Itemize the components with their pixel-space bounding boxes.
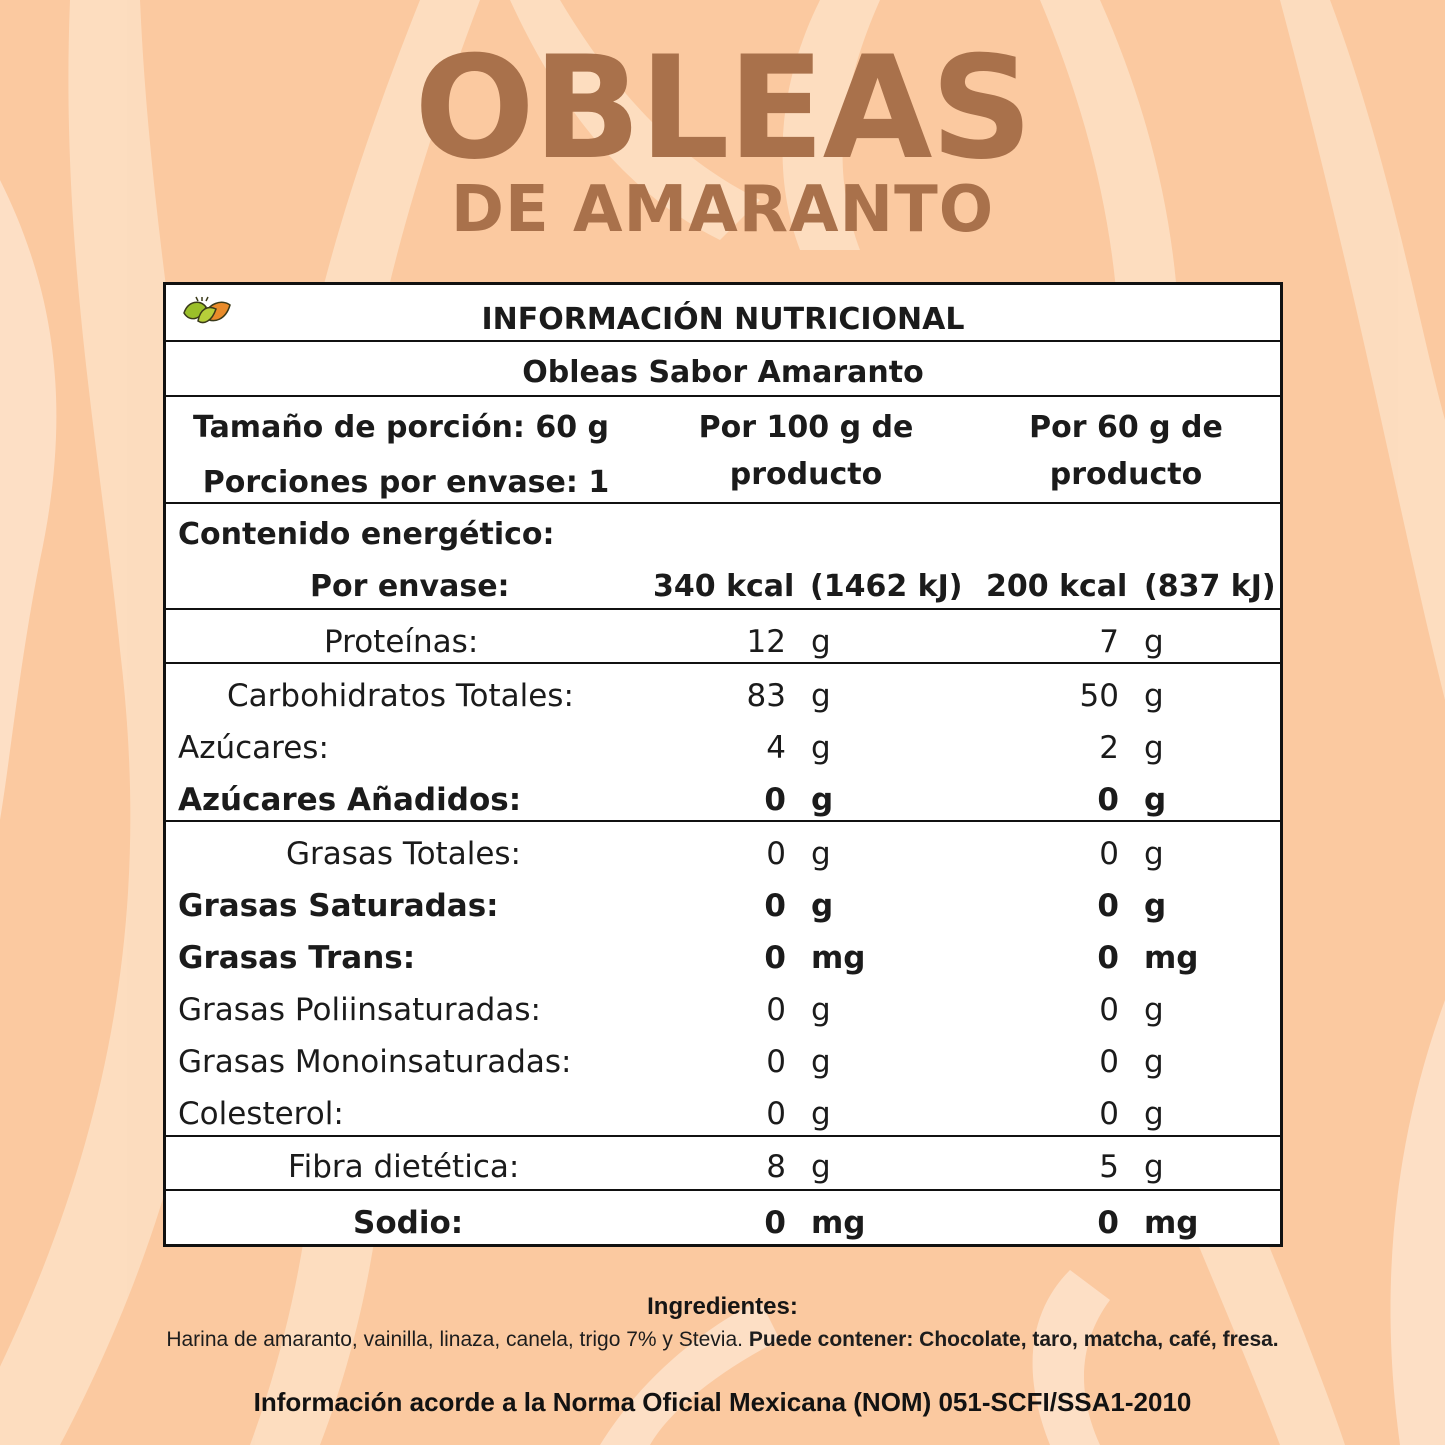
row-unit-60: g xyxy=(1144,1149,1164,1185)
servings-per-container: Porciones por envase: 1 xyxy=(202,465,610,500)
divider xyxy=(166,662,1280,664)
row-label-grasas-monoinsaturadas: Grasas Monoinsaturadas: xyxy=(178,1044,572,1080)
row-value-100: 0 xyxy=(766,1096,786,1132)
row-label-proteinas: Proteínas: xyxy=(324,624,479,660)
table-header: INFORMACIÓN NUTRICIONAL xyxy=(481,302,965,337)
column-header-100g: Por 100 g de xyxy=(698,410,914,445)
divider xyxy=(166,820,1280,822)
row-value-60: 0 xyxy=(1097,1205,1119,1241)
row-value-100: 12 xyxy=(746,624,786,660)
column-header-60g-sub: producto xyxy=(1049,457,1203,492)
row-value-60: 0 xyxy=(1099,836,1119,872)
row-value-100: 0 xyxy=(766,1044,786,1080)
row-label-grasas-poliinsaturadas: Grasas Poliinsaturadas: xyxy=(178,992,541,1028)
energy-label: Contenido energético: xyxy=(178,517,555,552)
row-unit-60: g xyxy=(1144,678,1164,714)
may-contain-note: Puede contener: Chocolate, taro, matcha, café, fresa. xyxy=(748,1328,1279,1351)
row-unit-60: g xyxy=(1144,782,1167,818)
row-value-100: 0 xyxy=(764,888,786,924)
page-subtitle: DE AMARANTO xyxy=(450,173,995,247)
row-unit-100: g xyxy=(811,1149,831,1185)
product-name: Obleas Sabor Amaranto xyxy=(522,355,924,390)
row-unit-100: g xyxy=(811,678,831,714)
row-value-100: 0 xyxy=(764,1205,786,1241)
row-value-100: 4 xyxy=(766,730,786,766)
norm-note: Información acorde a la Norma Oficial Mexicana (NOM) 051-SCFI/SSA1-2010 xyxy=(253,1387,1192,1417)
row-label-colesterol: Colesterol: xyxy=(178,1096,344,1132)
energy-100-kj: (1462 kJ) xyxy=(810,569,963,604)
row-value-60: 0 xyxy=(1099,1044,1119,1080)
divider xyxy=(166,395,1280,397)
divider xyxy=(166,608,1280,610)
row-unit-100: g xyxy=(811,782,834,818)
row-unit-100: g xyxy=(811,992,831,1028)
row-unit-100: g xyxy=(811,836,831,872)
divider xyxy=(166,502,1280,504)
divider xyxy=(166,1135,1280,1137)
ingredients-heading: Ingredientes: xyxy=(647,1293,798,1320)
row-unit-100: g xyxy=(811,1044,831,1080)
row-unit-100: g xyxy=(811,624,831,660)
row-value-60: 0 xyxy=(1097,782,1119,818)
column-header-100g-sub: producto xyxy=(729,457,883,492)
row-value-60: 50 xyxy=(1079,678,1119,714)
row-value-60: 0 xyxy=(1099,992,1119,1028)
row-value-100: 0 xyxy=(766,836,786,872)
row-unit-100: g xyxy=(811,1096,831,1132)
row-unit-100: g xyxy=(811,888,834,924)
divider xyxy=(166,1189,1280,1191)
page-title: OBLEAS xyxy=(414,26,1031,191)
row-unit-60: g xyxy=(1144,1044,1164,1080)
row-value-100: 0 xyxy=(764,940,786,976)
row-unit-60: mg xyxy=(1144,940,1199,976)
row-value-60: 0 xyxy=(1097,940,1119,976)
row-unit-60: g xyxy=(1144,888,1167,924)
column-header-60g: Por 60 g de xyxy=(1029,410,1223,445)
row-label-azucares-anadidos: Azúcares Añadidos: xyxy=(178,782,522,818)
row-label-grasas-saturadas: Grasas Saturadas: xyxy=(178,888,499,924)
row-value-100: 0 xyxy=(764,782,786,818)
row-value-60: 2 xyxy=(1099,730,1119,766)
row-value-60: 0 xyxy=(1099,1096,1119,1132)
nutrition-table xyxy=(163,282,1283,1247)
row-unit-60: g xyxy=(1144,992,1164,1028)
row-unit-60: g xyxy=(1144,730,1164,766)
row-label-azucares: Azúcares: xyxy=(178,730,329,766)
row-unit-100: mg xyxy=(811,1205,866,1241)
energy-60-kj: (837 kJ) xyxy=(1144,569,1276,604)
energy-sub-label: Por envase: xyxy=(310,569,510,604)
row-value-60: 7 xyxy=(1099,624,1119,660)
energy-100-kcal: 340 kcal xyxy=(653,569,795,604)
row-unit-60: mg xyxy=(1144,1205,1199,1241)
row-value-100: 0 xyxy=(766,992,786,1028)
row-label-sodio: Sodio: xyxy=(353,1205,464,1241)
ingredients-list: Harina de amaranto, vainilla, linaza, canela, trigo 7% y Stevia. xyxy=(166,1328,743,1351)
row-value-60: 0 xyxy=(1097,888,1119,924)
energy-60-kcal: 200 kcal xyxy=(986,569,1128,604)
row-unit-100: g xyxy=(811,730,831,766)
row-value-100: 8 xyxy=(766,1149,786,1185)
row-unit-100: mg xyxy=(811,940,866,976)
row-unit-60: g xyxy=(1144,836,1164,872)
row-label-fibra: Fibra dietética: xyxy=(288,1149,520,1185)
row-label-carbohidratos: Carbohidratos Totales: xyxy=(227,678,574,714)
ingredients-text xyxy=(0,1328,1445,1352)
row-label-grasas-totales: Grasas Totales: xyxy=(286,836,521,872)
row-value-100: 83 xyxy=(746,678,786,714)
serving-size: Tamaño de porción: 60 g xyxy=(192,410,610,445)
row-value-60: 5 xyxy=(1099,1149,1119,1185)
divider xyxy=(166,340,1280,342)
row-unit-60: g xyxy=(1144,624,1164,660)
row-label-grasas-trans: Grasas Trans: xyxy=(178,940,416,976)
row-unit-60: g xyxy=(1144,1096,1164,1132)
